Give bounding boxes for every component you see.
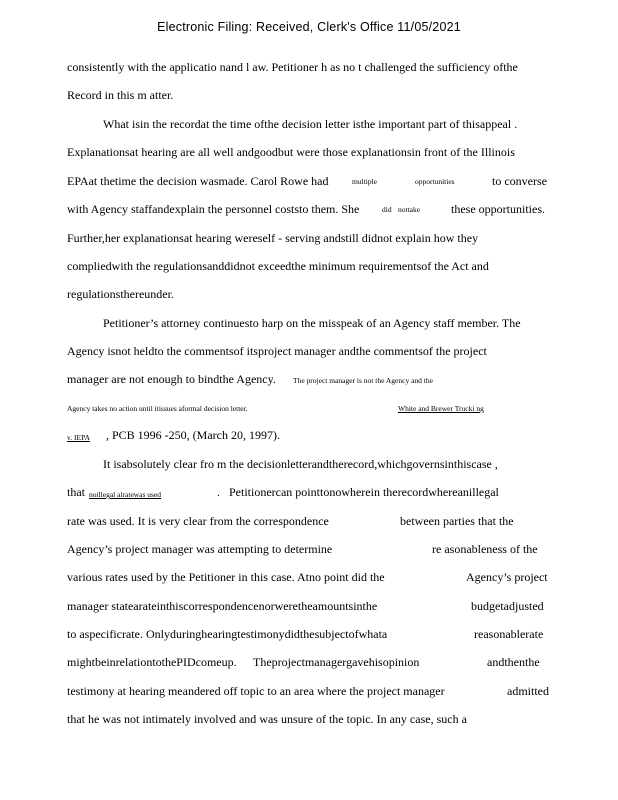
filing-header: Electronic Filing: Received, Clerk's Office 11/05/2021 [157,20,461,34]
body-line-small: The project manager is not the Agency and the [293,376,433,385]
body-line: various rates used by the Petitioner in this case. Atno point did the [67,570,385,584]
body-line: admitted [507,684,549,698]
body-line: reasonablerate [474,627,544,641]
body-line: budgetadjusted [471,599,544,613]
body-line: to aspecificrate. Onlyduringhearingtestimonydidthesubjectofwhata [67,627,388,641]
body-line-small: nottake [398,205,421,214]
body-line-small: opportunities [415,177,455,186]
body-line-small: multiple [352,177,377,186]
body-line: Agency isnot heldto the commentsof itsproject manager andthe commentsof the project [67,344,487,358]
body-line: Further,her explanationsat hearing wereself - serving andstill didnot explain how they [67,231,479,245]
case-citation: v. IEPA [67,433,90,442]
body-line: Agency’s project [466,570,548,584]
body-line: rate was used. It is very clear from the correspondence [67,514,329,528]
body-line: compliedwith the regulationsanddidnot exceedthe minimum requirementsof the Act and [67,259,489,273]
body-line: to converse [492,174,547,188]
body-line: consistently with the applicatio nand l aw. Petitioner h as no t challenged the sufficiency ofthe [67,60,518,74]
body-line: that he was not intimately involved and was unsure of the topic. In any case, such a [67,712,467,726]
body-line-small: Agency takes no action until itissues aformal decision letter. [67,404,248,413]
body-line: that [67,485,85,499]
case-citation: White and Brewer Trucki ng [398,404,484,413]
body-line: EPAat thetime the decision wasmade. Carol Rowe had [67,174,329,188]
body-line: these opportunities. [451,202,545,216]
body-line: What isin the recordat the time ofthe decision letter isthe important part of thisappeal . [103,117,518,131]
body-line: re asonableness of the [432,542,538,556]
body-line: with Agency staffandexplain the personnel coststo them. She [67,202,360,216]
body-line: Agency’s project manager was attempting to determine [67,542,333,556]
body-line: , PCB 1996 -250, (March 20, 1997). [106,428,280,442]
body-line-small: noillegal alratewas used [89,490,162,499]
body-line: Theprojectmanagergavehisopinion [253,655,420,669]
body-line: . [217,485,220,499]
body-line-small: did [382,205,392,214]
body-line: Petitioner’s attorney continuesto harp on the misspeak of an Agency staff member. The [103,316,521,330]
body-line: manager are not enough to bindthe Agency. [67,372,276,386]
body-line: Petitionercan pointtonowherein therecordwhereanillegal [229,485,499,499]
body-line: Record in this m atter. [67,88,174,102]
body-line: Explanationsat hearing are all well andgoodbut were those explanationsin front of the Illinois [67,145,515,159]
body-line: regulationsthereunder. [67,287,174,301]
body-line: andthenthe [487,655,540,669]
body-line: testimony at hearing meandered off topic to an area where the project manager [67,684,445,698]
body-line: mightbeinrelationtothePIDcomeup. [67,655,237,669]
body-line: manager statearateinthiscorrespondencenorweretheamountsinthe [67,599,378,613]
body-line: It isabsolutely clear fro m the decisionletterandtherecord,whichgovernsinthiscase , [103,457,498,471]
body-line: between parties that the [400,514,514,528]
